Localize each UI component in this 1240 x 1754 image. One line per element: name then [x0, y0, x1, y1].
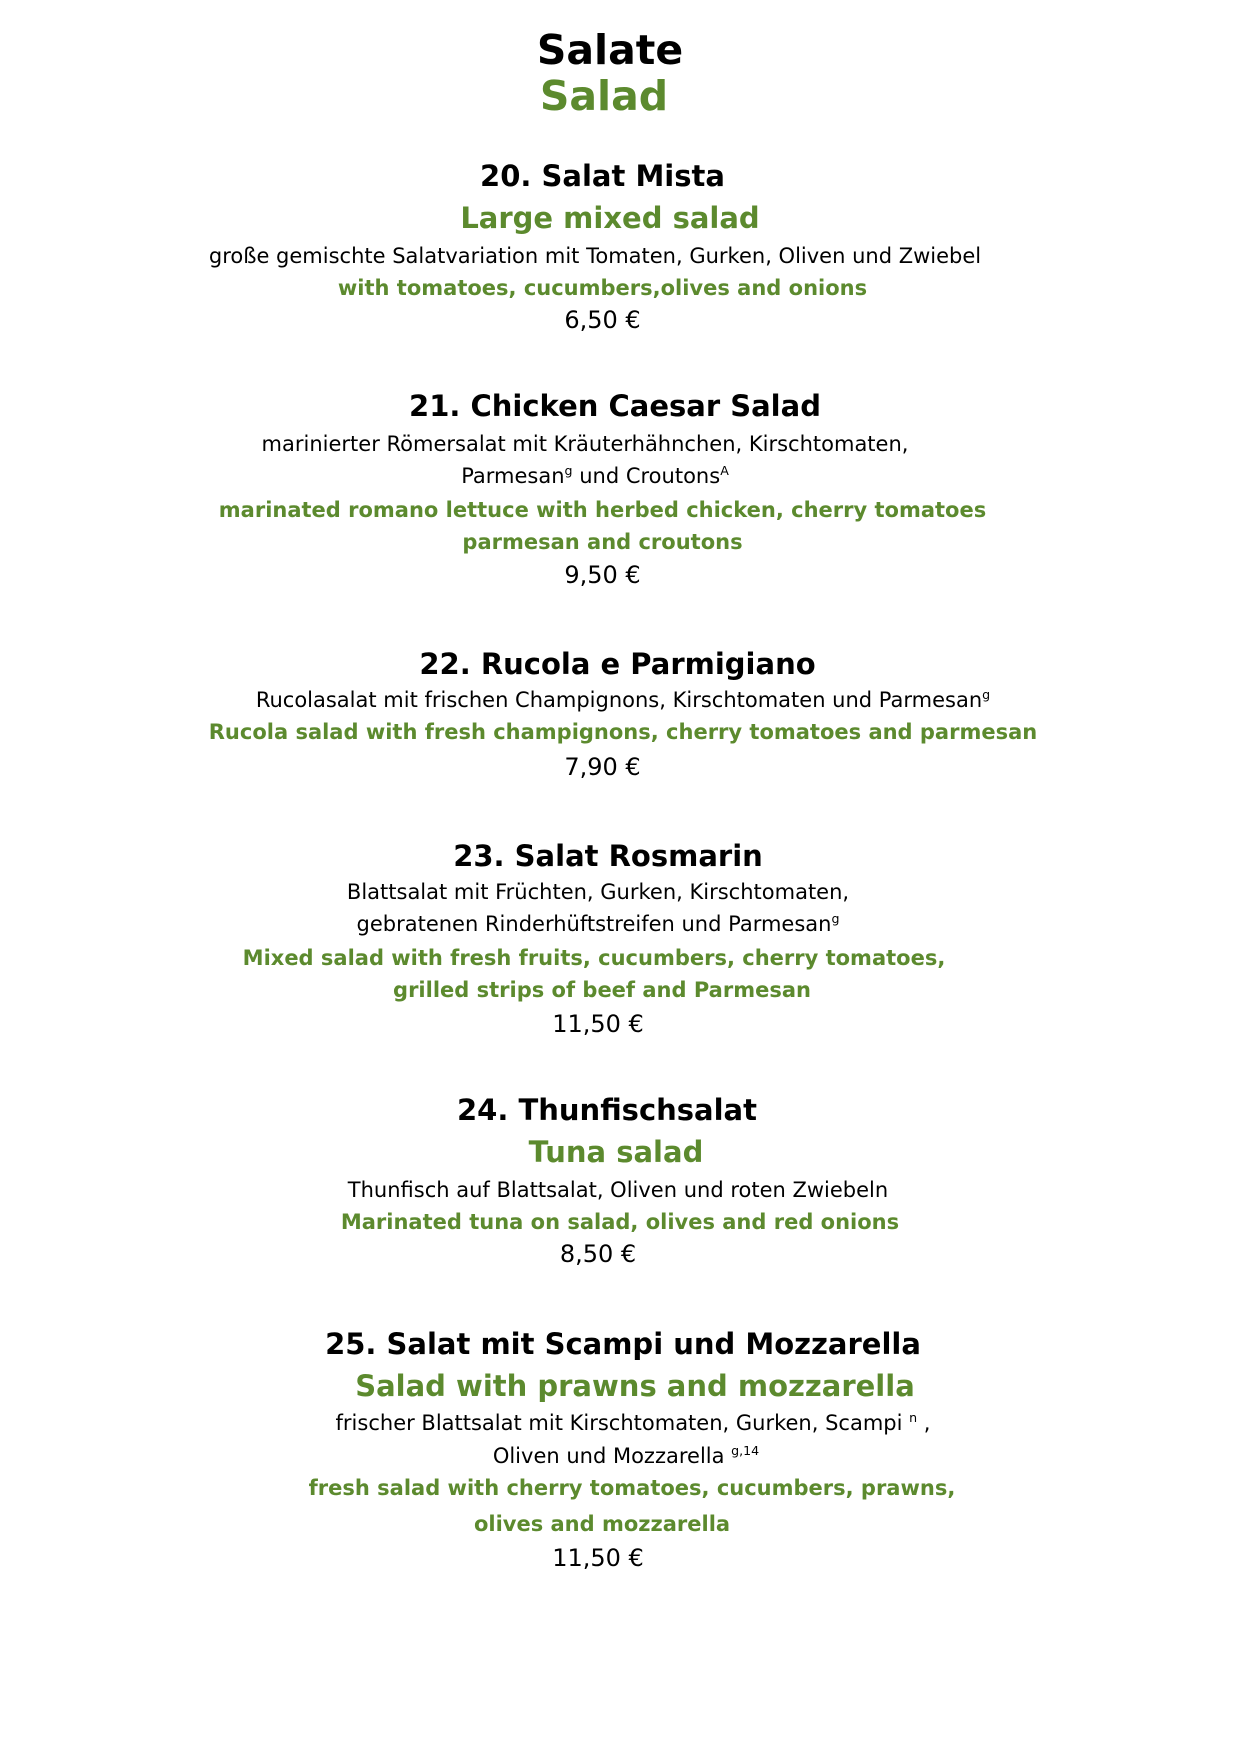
dish-name: 20. Salat Mista	[480, 159, 725, 193]
dish-name-en: Salad with prawns and mozzarella	[355, 1369, 915, 1403]
dish-description-en: marinated romano lettuce with herbed chicken, cherry tomatoes	[218, 498, 987, 522]
dish-description-en: fresh salad with cherry tomatoes, cucumbers, prawns,	[308, 1476, 956, 1500]
dish-description-en: Rucola salad with fresh champignons, cherry tomatoes and parmesan	[208, 720, 1038, 744]
dish-price: 8,50 €	[559, 1240, 637, 1268]
dish-description-de: Oliven und Mozzarella $^{g,14}$	[492, 1443, 760, 1468]
dish-price: 11,50 €	[552, 1544, 644, 1572]
allergen-marker: n	[909, 1410, 918, 1425]
dish-price: 6,50 €	[564, 306, 641, 334]
dish-description-de: marinierter Römersalat mit Kräuterhähnchen, Kirschtomaten,	[261, 432, 909, 456]
allergen-marker: g	[564, 463, 573, 478]
dish-description-en: with tomatoes, cucumbers,olives and onions	[337, 276, 868, 300]
dish-name: 24. Thunfischsalat	[457, 1093, 757, 1127]
dish-price: 9,50 €	[564, 561, 641, 589]
dish-description-de: Blattsalat mit Früchten, Gurken, Kirschtomaten,	[346, 880, 850, 904]
dish-name: 21. Chicken Caesar Salad	[409, 389, 821, 423]
dish-name: 22. Rucola e Parmigiano	[419, 647, 816, 681]
dish-description-de: gebratenen Rinderhüftstreifen und Parmesan$^g$	[356, 911, 840, 936]
dish-price: 7,90 €	[564, 753, 641, 781]
dish-description-en: Mixed salad with fresh fruits, cucumbers, cherry tomatoes,	[242, 946, 946, 970]
dish-price: 11,50 €	[552, 1010, 644, 1038]
page-title: Salate	[536, 26, 684, 74]
allergen-marker: g	[982, 687, 991, 702]
dish-description-de: Thunfisch auf Blattsalat, Oliven und roten Zwiebeln	[347, 1178, 889, 1202]
dish-name: 25. Salat mit Scampi und Mozzarella	[325, 1327, 921, 1361]
page-subtitle: Salad	[539, 72, 669, 120]
dish-description-de: große gemischte Salatvariation mit Tomaten, Gurken, Oliven und Zwiebel	[208, 244, 982, 268]
allergen-marker: g	[831, 911, 840, 926]
dish-description-en: olives and mozzarella	[473, 1512, 731, 1536]
dish-description-en: parmesan and croutons	[462, 530, 743, 554]
dish-name: 23. Salat Rosmarin	[453, 839, 763, 873]
dish-description-de: Rucolasalat mit frischen Champignons, Kirschtomaten und Parmesan$^g$	[255, 687, 991, 712]
dish-description-en: Marinated tuna on salad, olives and red onions	[340, 1210, 900, 1234]
allergen-marker: g,14	[731, 1443, 760, 1458]
dish-description-de: frischer Blattsalat mit Kirschtomaten, Gurken, Scampi $^n$ ,	[335, 1410, 931, 1435]
dish-name-en: Large mixed salad	[460, 201, 760, 235]
dish-name-en: Tuna salad	[528, 1135, 704, 1169]
dish-description-en: grilled strips of beef and Parmesan	[393, 978, 811, 1002]
allergen-marker: A	[720, 463, 729, 478]
dish-description-de: Parmesan$^g$ und Croutons$^A$	[461, 463, 729, 488]
